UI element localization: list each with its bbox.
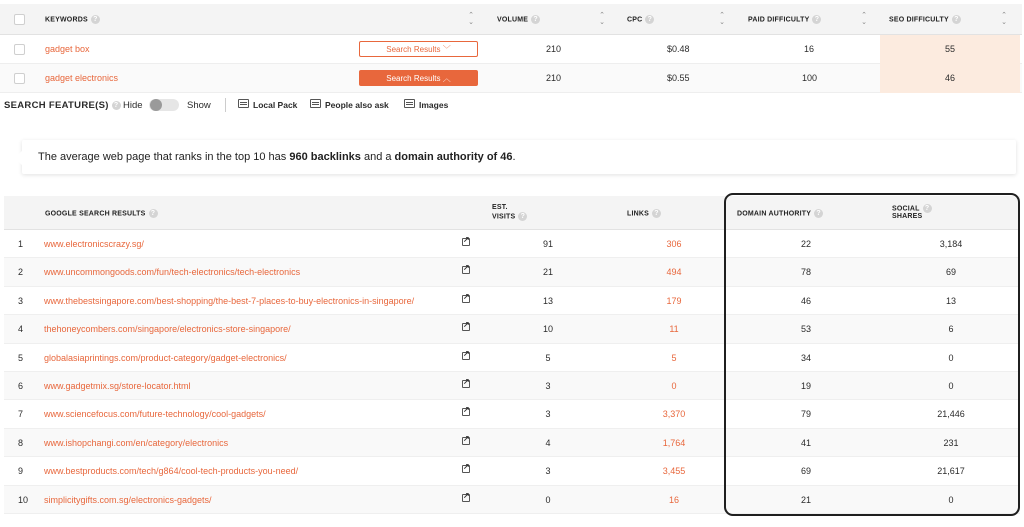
social-shares-value: 3,184 [939,239,963,249]
volume-value: 210 [546,73,562,83]
local-pack-icon [238,99,249,108]
header-est-visits-line2: VISITS [492,213,516,221]
est-visits-value: 0 [545,494,551,505]
seo-difficulty-cell [880,35,1020,64]
external-link-icon[interactable] [462,352,470,360]
est-visits-value: 91 [542,239,553,249]
search-features-title-text: SEARCH FEATURE(S) [4,100,109,111]
header-domain-authority-label: DOMAIN AUTHORITY [737,210,812,218]
help-icon[interactable]: ? [812,15,821,24]
row-checkbox[interactable] [14,44,25,55]
sort-icon[interactable]: ⌃ ⌄ [468,12,474,26]
search-results-button[interactable]: Search Results ︿ [359,70,478,86]
domain-authority-value: 69 [800,466,811,477]
result-url-link[interactable]: www.gadgetmix.sg/store-locator.html [44,381,191,391]
header-links-label: LINKS [627,210,649,218]
header-keywords-label: KEYWORDS [45,16,88,24]
feature-images[interactable]: Images [419,100,449,110]
links-value[interactable]: 306 [666,239,682,249]
sort-icon[interactable]: ⌃ ⌄ [719,12,725,26]
banner-text [38,151,516,163]
links-value[interactable]: 16 [668,494,679,505]
links-value[interactable]: 3,455 [662,466,686,477]
est-visits-value: 4 [545,437,551,448]
keywords-table [0,0,1024,92]
domain-authority-value: 19 [800,381,811,391]
hide-label: Hide [123,100,143,111]
domain-authority-value: 21 [800,494,811,505]
result-rank: 6 [18,381,24,391]
social-shares-value: 0 [948,352,954,363]
cpc-value: $0.55 [667,73,690,83]
result-url-link[interactable]: www.ishopchangi.com/en/category/electronics [44,437,229,448]
result-rank: 2 [18,267,24,278]
est-visits-value: 3 [545,381,551,391]
toggle-knob [150,99,162,111]
est-visits-value: 5 [545,352,551,363]
help-icon[interactable]: ? [645,15,654,24]
header-social-shares-line1: SOCIAL [892,205,920,213]
volume-value: 210 [546,44,562,54]
external-link-icon[interactable] [462,238,470,246]
banner-backlinks: 960 backlinks [289,151,361,163]
external-link-icon[interactable] [462,266,470,274]
header-volume[interactable] [497,15,540,24]
banner-prefix: The average web page that ranks in the top 10 has [38,151,290,163]
social-shares-value: 6 [948,324,954,335]
est-visits-value: 3 [545,409,551,420]
links-value[interactable]: 5 [671,352,677,363]
result-rank: 9 [18,466,24,477]
feature-local-pack[interactable]: Local Pack [253,100,298,110]
cpc-value: $0.48 [667,44,690,54]
social-shares-value: 0 [948,381,954,391]
domain-authority-value: 22 [800,239,811,249]
search-features-title [4,100,121,111]
external-link-icon[interactable] [462,494,470,502]
domain-authority-value: 78 [800,267,811,278]
result-rank: 10 [18,494,29,505]
links-value[interactable]: 179 [666,295,682,306]
domain-authority-value: 46 [800,295,811,306]
links-value[interactable]: 11 [669,324,679,335]
external-link-icon[interactable] [462,323,470,331]
links-value[interactable]: 1,764 [662,437,686,448]
social-shares-value: 231 [943,437,959,448]
result-url-link[interactable]: www.uncommongoods.com/fun/tech-electronics/tech-electronics [44,267,301,278]
banner-middle: and a [360,151,395,163]
seo-difficulty-value: 55 [945,44,956,54]
est-visits-value: 21 [542,267,553,278]
result-url-link[interactable]: globalasiaprintings.com/product-category/gadget-electronics/ [44,352,287,363]
est-visits-value: 13 [542,295,553,306]
row-checkbox[interactable] [14,73,25,84]
banner-notch [14,151,22,165]
help-icon[interactable]: ? [149,209,158,218]
result-rank: 3 [18,295,24,306]
help-icon[interactable]: ? [923,204,932,213]
banner-authority: domain authority of 46 [394,151,513,163]
domain-authority-value: 41 [800,437,811,448]
header-google-results[interactable] [45,209,158,218]
paid-difficulty-value: 16 [804,44,815,54]
header-est-visits-line1: EST. [492,204,508,211]
links-value[interactable]: 494 [666,267,682,278]
external-link-icon[interactable] [462,437,470,445]
keywords-table-header [0,4,1022,35]
social-shares-value: 69 [945,267,956,278]
result-rank: 7 [18,409,24,420]
search-features-bar [0,96,1024,116]
header-est-visits[interactable] [492,204,527,221]
header-social-shares-line2: SHARES [892,213,923,221]
header-cpc[interactable] [627,15,654,24]
domain-authority-highlight [724,193,1020,516]
help-icon[interactable]: ? [652,209,661,218]
keyword-row [0,35,1022,64]
select-all-checkbox[interactable] [14,14,25,25]
header-paid-difficulty[interactable] [748,15,821,24]
result-rank: 4 [18,324,24,335]
result-url-link[interactable]: www.thebestsingapore.com/best-shopping/the-best-7-places-to-buy-electronics-in-singapore/ [44,295,415,306]
est-visits-value: 3 [545,466,551,477]
result-url-link[interactable]: www.bestproducts.com/tech/g864/cool-tech-products-you-need/ [44,466,299,477]
result-url-link[interactable]: www.electronicscrazy.sg/ [44,239,144,249]
header-cpc-label: CPC [627,16,643,24]
keyword-row [0,64,1022,93]
header-paid-difficulty-label: PAID DIFFICULTY [748,16,810,24]
insight-banner [22,140,1016,174]
result-rank: 8 [18,437,24,448]
social-shares-value: 21,617 [937,466,965,477]
help-icon[interactable]: ? [112,101,121,110]
sort-icon[interactable]: ⌃ ⌄ [861,12,867,26]
help-icon[interactable]: ? [518,212,527,221]
domain-authority-value: 79 [800,409,811,420]
domain-authority-value: 53 [800,324,811,335]
domain-authority-value: 34 [800,352,811,363]
seo-difficulty-value: 46 [945,73,956,83]
people-also-ask-icon [310,99,321,108]
help-icon[interactable]: ? [952,15,961,24]
banner-suffix: . [512,151,516,163]
result-url-link[interactable]: www.sciencefocus.com/future-technology/cool-gadgets/ [44,409,266,420]
external-link-icon[interactable] [462,295,470,303]
external-link-icon[interactable] [462,465,470,473]
sort-icon[interactable]: ⌃ ⌄ [1001,12,1007,26]
help-icon[interactable]: ? [814,209,823,218]
keyword-link[interactable]: gadget electronics [45,73,119,83]
images-icon [404,99,415,108]
result-url-link[interactable]: thehoneycombers.com/singapore/electronics-store-singapore/ [44,324,291,335]
help-icon[interactable]: ? [91,15,100,24]
result-url-link[interactable]: simplicitygifts.com.sg/electronics-gadgets/ [44,494,212,505]
header-keywords[interactable] [45,15,100,24]
show-label: Show [187,100,211,111]
social-shares-value: 0 [948,494,954,505]
links-value[interactable]: 0 [671,381,677,391]
social-shares-value: 13 [945,295,956,306]
feature-people-also-ask[interactable]: People also ask [325,100,389,110]
divider [225,98,226,112]
social-shares-value: 21,446 [937,409,965,420]
est-visits-value: 10 [542,324,553,335]
header-google-results-label: GOOGLE SEARCH RESULTS [45,210,146,218]
header-seo-difficulty-label: SEO DIFFICULTY [889,16,949,24]
result-rank: 5 [18,352,24,363]
seo-difficulty-cell [880,64,1020,93]
header-seo-difficulty[interactable] [889,15,961,24]
header-links[interactable] [627,209,661,218]
features-toggle[interactable] [149,99,179,111]
help-icon[interactable]: ? [531,15,540,24]
header-volume-label: VOLUME [497,16,529,24]
paid-difficulty-value: 100 [802,73,818,83]
links-value[interactable]: 3,370 [662,409,686,420]
sort-icon[interactable]: ⌃ ⌄ [599,12,605,26]
external-link-icon[interactable] [462,408,470,416]
result-rank: 1 [18,239,24,249]
keyword-link[interactable]: gadget box [45,44,90,54]
search-results-button[interactable]: Search Results ﹀ [359,41,478,57]
external-link-icon[interactable] [462,380,470,388]
